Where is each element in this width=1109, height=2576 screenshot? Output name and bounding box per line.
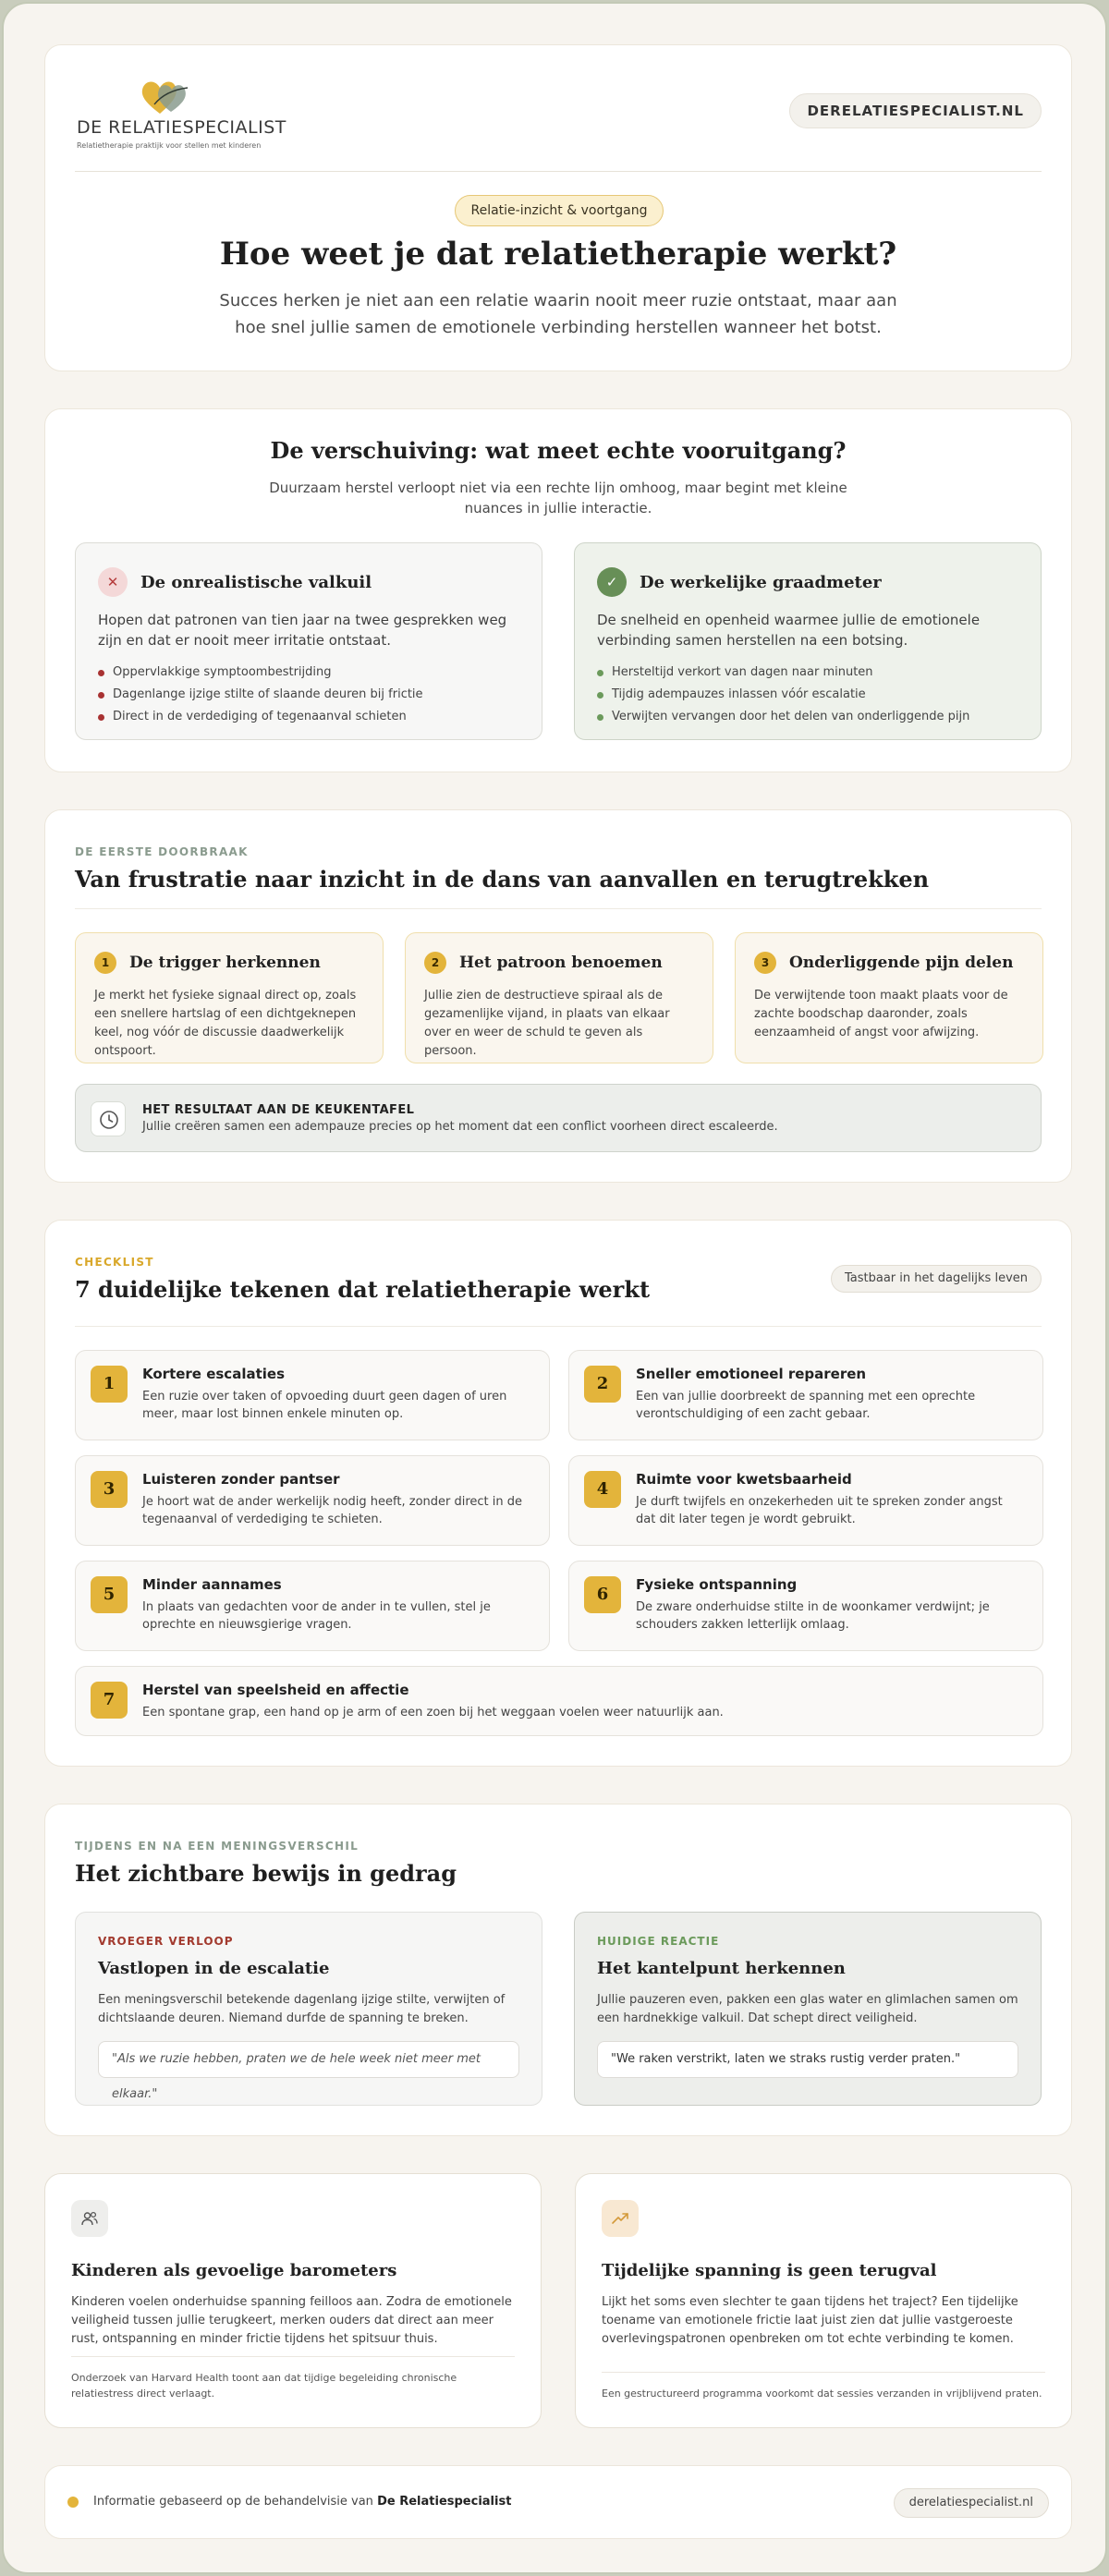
proof-card — [44, 1804, 1072, 2136]
tension-card — [575, 2173, 1072, 2428]
after-kicker: HUIDIGE REACTIE — [597, 1935, 720, 1948]
before-text: Een meningsverschil betekende dagenlang ijzige stilte, verwijten of dichtslaande deuren. Niemand durfde de spanning te breken. — [98, 1993, 506, 2025]
step-text: Jullie zien de destructieve spiraal als de gezamenlijke vijand, in plaats van elkaar over en weer de schuld te geven als persoon. — [424, 989, 670, 1058]
after-box — [574, 1912, 1042, 2106]
section-divider — [75, 1326, 1042, 1327]
footer-dot-icon — [67, 2497, 79, 2508]
logo-tagline: Relatietherapie praktijk voor stellen met kinderen — [77, 141, 262, 150]
sign-text: In plaats van gedachten voor de ander in te vullen, stel je oprechte en nieuwsgierige vragen. — [142, 1600, 491, 1632]
footer-brand: De Relatiespecialist — [377, 2495, 512, 2509]
sign-number: 5 — [91, 1576, 128, 1613]
measure-list — [597, 662, 1018, 728]
step-title: Onderliggende pijn delen — [789, 954, 1014, 972]
sign-title: Fysieke ontspanning — [636, 1576, 798, 1593]
before-kicker: VROEGER VERLOOP — [98, 1935, 234, 1948]
pitfall-title: De onrealistische valkuil — [140, 572, 372, 592]
trend-up-icon — [602, 2200, 639, 2237]
section-title: Het zichtbare bewijs in gedrag — [75, 1860, 457, 1887]
footer-prefix: Informatie gebaseerd op de behandelvisie van — [93, 2495, 373, 2509]
shift-title: De verschuiving: wat meet echte vooruitgang? — [270, 437, 847, 464]
sign-text: De zware onderhuidse stilte in de woonkamer verdwijnt; je schouders zakken letterlijk omlaag. — [636, 1600, 990, 1632]
logo-name: DE RELATIESPECIALIST — [77, 117, 286, 138]
sign-text: Een van jullie doorbreekt de spanning met een oprechte verontschuldiging of een zacht gebaar. — [636, 1390, 976, 1421]
page-title: Hoe weet je dat relatietherapie werkt? — [219, 236, 897, 273]
sign-number: 1 — [91, 1366, 128, 1403]
sign-number: 3 — [91, 1471, 128, 1508]
sign-card — [75, 1350, 550, 1440]
pitfall-text: Hopen dat patronen van tien jaar na twee gesprekken weg zijn en dat er nooit meer irritatie ontstaat. — [98, 612, 507, 649]
after-quote: "We raken verstrikt, laten we straks rustig verder praten." — [597, 2041, 1018, 2078]
sign-title: Minder aannames — [142, 1576, 282, 1593]
hero-card — [44, 44, 1072, 371]
footer-text — [93, 2495, 511, 2509]
sign-text: Een spontane grap, een hand op je arm of een zoen bij het weggaan voelen weer natuurlijk aan. — [142, 1706, 724, 1719]
step-text: De verwijtende toon maakt plaats voor de zachte boodschap daaronder, zoals eenzaamheid of angst voor afwijzing. — [754, 989, 1008, 1039]
sign-card — [75, 1455, 550, 1546]
list-item: Direct in de verdediging of tegenaanval schieten — [98, 706, 519, 728]
result-text: Jullie creëren samen een adempauze precies op het moment dat een conflict voorheen direct escaleerde. — [142, 1120, 778, 1134]
close-icon: ✕ — [98, 567, 128, 597]
kids-footnote: Onderzoek van Harvard Health toont aan dat tijdige begeleiding chronische relatiestress direct verlaagt. — [71, 2356, 515, 2401]
step-number: 1 — [94, 952, 116, 974]
result-title: HET RESULTAAT AAN DE KEUKENTAFEL — [142, 1103, 415, 1117]
sign-number: 6 — [584, 1576, 621, 1613]
section-title: 7 duidelijke tekenen dat relatietherapie werkt — [75, 1276, 651, 1303]
after-text: Jullie pauzeren even, pakken een glas water en glimlachen samen om een hardnekkige valkuil. Dat schept direct veiligheid. — [597, 1993, 1018, 2025]
list-item: Oppervlakkige symptoombestrijding — [98, 662, 519, 684]
section-title: Van frustratie naar inzicht in de dans van aanvallen en terugtrekken — [75, 866, 930, 893]
before-quote: "Als we ruzie hebben, praten we de hele week niet meer met elkaar." — [98, 2041, 519, 2078]
sign-card — [568, 1350, 1043, 1440]
kids-card — [44, 2173, 542, 2428]
step-card — [405, 932, 713, 1063]
users-icon — [71, 2200, 108, 2237]
section-kicker: DE EERSTE DOORBRAAK — [75, 845, 249, 858]
logo[interactable] — [77, 77, 286, 151]
sign-number: 2 — [584, 1366, 621, 1403]
before-box — [75, 1912, 542, 2106]
sign-text: Je hoort wat de ander werkelijk nodig heeft, zonder direct in de tegenaanval of verdediging te schieten. — [142, 1495, 523, 1526]
checklist-card — [44, 1220, 1072, 1767]
page-frame — [2, 2, 1107, 2574]
section-divider — [75, 908, 1042, 909]
measure-box — [574, 542, 1042, 740]
tension-title: Tijdelijke spanning is geen terugval — [602, 2261, 937, 2280]
tension-footnote: Een gestructureerd programma voorkomt dat sessies verzanden in vrijblijvend praten. — [602, 2372, 1045, 2401]
section-kicker: TIJDENS EN NA EEN MENINGSVERSCHIL — [75, 1840, 360, 1853]
sign-number: 4 — [584, 1471, 621, 1508]
list-item: Verwijten vervangen door het delen van onderliggende pijn — [597, 706, 1018, 728]
sign-card — [568, 1561, 1043, 1651]
sign-title: Sneller emotioneel repareren — [636, 1366, 867, 1382]
result-banner — [75, 1084, 1042, 1152]
sign-card — [568, 1455, 1043, 1546]
sign-title: Luisteren zonder pantser — [142, 1471, 340, 1488]
before-title: Vastlopen in de escalatie — [98, 1959, 330, 1978]
footer-site-link[interactable]: derelatiespecialist.nl — [894, 2488, 1049, 2518]
logo-hearts-icon — [136, 77, 195, 117]
site-link-pill[interactable]: DERELATIESPECIALIST.NL — [789, 93, 1042, 128]
hero-divider — [75, 171, 1042, 172]
step-title: De trigger herkennen — [129, 954, 321, 972]
measure-text: De snelheid en openheid waarmee jullie de emotionele verbinding samen herstellen na een botsing. — [597, 612, 981, 649]
step-text: Je merkt het fysieke signaal direct op, zoals een snellere hartslag of een dichtgeknepen keel, nog vóór de discussie daadwerkelijk ontspoort. — [94, 989, 357, 1058]
list-item: Dagenlange ijzige stilte of slaande deuren bij frictie — [98, 684, 519, 706]
sign-card — [75, 1561, 550, 1651]
step-card — [75, 932, 384, 1063]
check-icon: ✓ — [597, 567, 627, 597]
pitfall-box — [75, 542, 542, 740]
list-item: Tijdig adempauzes inlassen vóór escalatie — [597, 684, 1018, 706]
step-number: 2 — [424, 952, 446, 974]
sign-text: Je durft twijfels en onzekerheden uit te spreken zonder angst dat dit later tegen je wordt gebruikt. — [636, 1495, 1003, 1526]
step-title: Het patroon benoemen — [459, 954, 663, 972]
shift-card — [44, 408, 1072, 772]
tension-text: Lijkt het soms even slechter te gaan tijdens het traject? Een tijdelijke toename van emotionele frictie laat juist zien dat jullie vastgeroeste overlevingspatronen openbreken om tot echte verbinding te komen. — [602, 2295, 1018, 2346]
pitfall-list — [98, 662, 519, 728]
sign-card — [75, 1666, 1043, 1736]
clock-icon — [91, 1101, 126, 1136]
step-card — [735, 932, 1043, 1063]
after-title: Het kantelpunt herkennen — [597, 1959, 846, 1978]
footer — [44, 2465, 1072, 2539]
sign-title: Ruimte voor kwetsbaarheid — [636, 1471, 852, 1488]
topic-badge: Relatie-inzicht & voortgang — [455, 195, 664, 226]
kids-title: Kinderen als gevoelige barometers — [71, 2261, 397, 2280]
step-number: 3 — [754, 952, 776, 974]
kids-text: Kinderen voelen onderhuidse spanning feilloos aan. Zodra de emotionele veiligheid tussen jullie terugkeert, merken ouders dat direct aan meer rust, ontspanning en minder frictie tijdens het spitsuur thuis. — [71, 2295, 512, 2346]
sign-title: Kortere escalaties — [142, 1366, 285, 1382]
section-kicker: CHECKLIST — [75, 1256, 154, 1269]
measure-title: De werkelijke graadmeter — [640, 572, 882, 592]
sign-title: Herstel van speelsheid en affectie — [142, 1682, 409, 1698]
sign-text: Een ruzie over taken of opvoeding duurt geen dagen of uren meer, maar lost binnen enkele minuten op. — [142, 1390, 507, 1421]
list-item: Hersteltijd verkort van dagen naar minuten — [597, 662, 1018, 684]
breakthrough-card — [44, 809, 1072, 1183]
sign-number: 7 — [91, 1682, 128, 1719]
checklist-tag: Tastbaar in het dagelijks leven — [831, 1265, 1042, 1293]
shift-subtitle: Duurzaam herstel verloopt niet via een rechte lijn omhoog, maar begint met kleine nuances in jullie interactie. — [269, 480, 847, 516]
page-subtitle: Succes herken je niet aan een relatie waarin nooit meer ruzie ontstaat, maar aan hoe snel jullie samen de emotionele verbinding herstellen wanneer het botst. — [219, 291, 897, 337]
